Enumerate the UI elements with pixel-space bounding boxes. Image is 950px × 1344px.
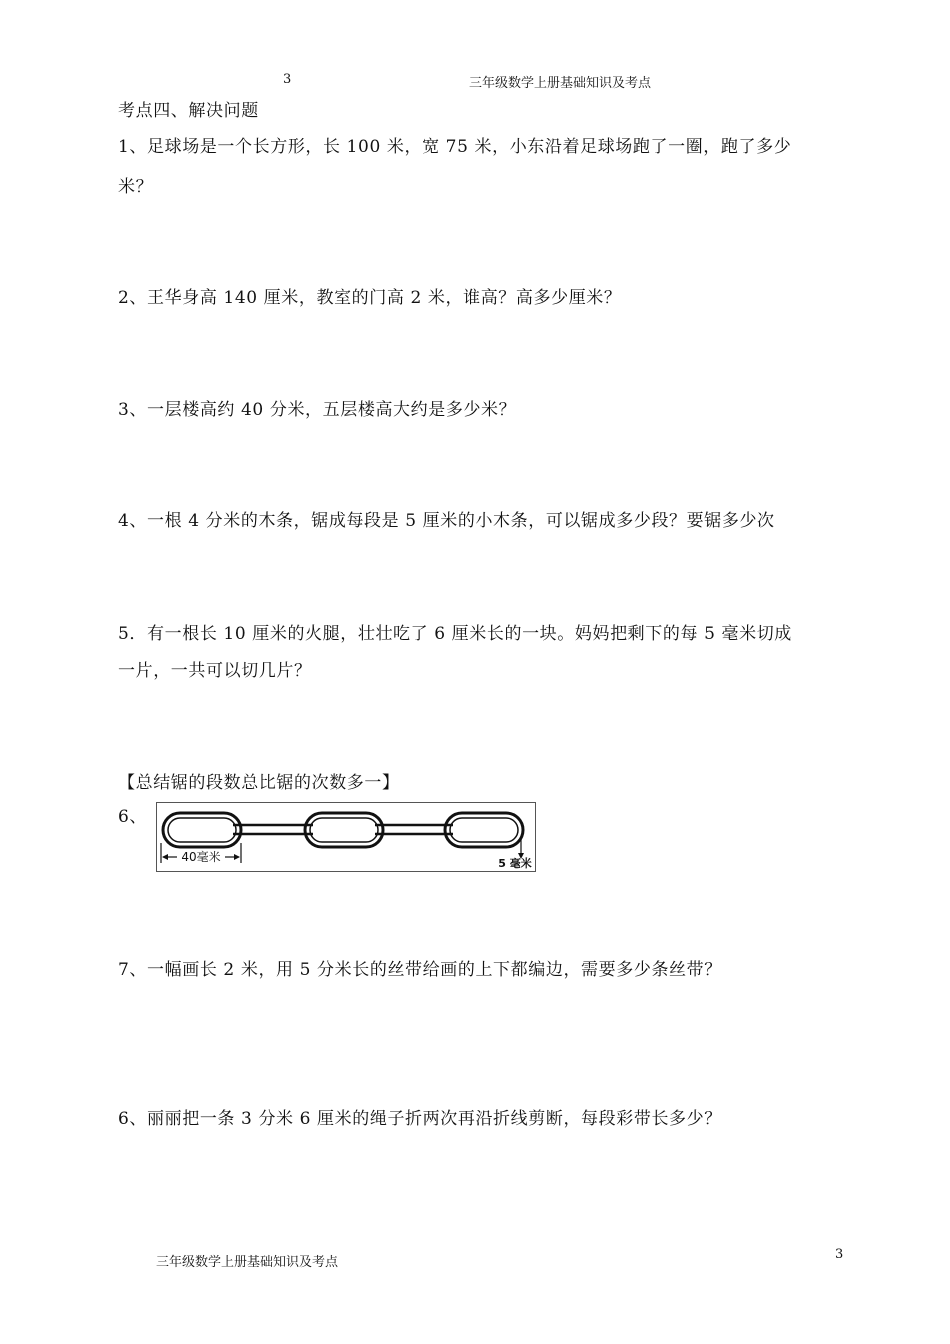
header-page-number: 3 [283, 72, 292, 87]
question-8: 6、丽丽把一条 3 分米 6 厘米的绳子折两次再沿折线剪断，每段彩带长多少？ [118, 1109, 722, 1129]
footer-title: 三年级数学上册基础知识及考点 [156, 1255, 339, 1270]
question-3: 3、一层楼高约 40 分米，五层楼高大约是多少米？ [118, 400, 517, 420]
section-title: 考点四、解决问题 [118, 101, 259, 121]
chain-link-1-inner [168, 818, 236, 842]
length-label: 40毫米 [181, 850, 221, 864]
question-5-line-1: 5．有一根长 10 厘米的火腿，壮壮吃了 6 厘米长的一块。妈妈把剩下的每 5 毫米切成 [118, 624, 792, 644]
question-5-line-2: 一片，一共可以切几片？ [118, 661, 312, 681]
question-1-line-2: 米？ [118, 177, 154, 197]
summary-note: 【总结锯的段数总比锯的次数多一】 [118, 773, 400, 793]
thickness-label: 5 毫米 [498, 857, 532, 870]
question-1-line-1: 1、足球场是一个长方形，长 100 米，宽 75 米，小东沿着足球场跑了一圈，跑了多少 [118, 137, 792, 157]
chain-link-3-inner [310, 818, 378, 842]
chain-figure [156, 802, 536, 872]
question-2: 2、王华身高 140 厘米，教室的门高 2 米，谁高？高多少厘米？ [118, 288, 622, 308]
footer-page-number: 3 [835, 1247, 844, 1262]
header-title: 三年级数学上册基础知识及考点 [469, 76, 652, 91]
question-6-label: 6、 [118, 807, 148, 827]
question-7: 7、一幅画长 2 米，用 5 分米长的丝带给画的上下都编边，需要多少条丝带？ [118, 960, 722, 980]
chain-link-5-inner [450, 818, 518, 842]
question-4: 4、一根 4 分米的木条，锯成每段是 5 厘米的小木条，可以锯成多少段？要锯多少次 [118, 511, 775, 531]
chain-illustration [157, 803, 535, 871]
